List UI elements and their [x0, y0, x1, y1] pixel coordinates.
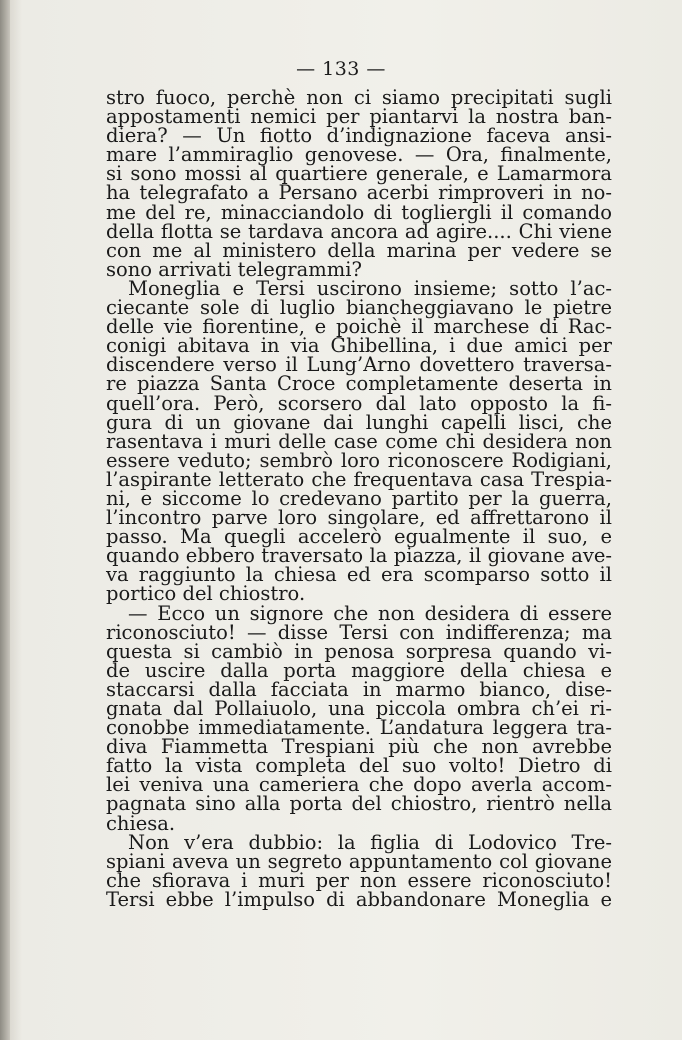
text-line: Non v’era dubbio: la figlia di Lodovico Tre- — [128, 830, 612, 854]
text-line: stro fuoco, perchè non ci siamo precipitati sugli — [106, 86, 612, 109]
text-line: mare l’ammiraglio genovese. — Ora, finalmente, — [106, 143, 612, 167]
text-line: re piazza Santa Croce completamente deserta in — [106, 372, 612, 396]
text-line: diera? — Un fiotto d’indignazione faceva ansi- — [106, 124, 612, 148]
text-line: gura di un giovane dai lunghi capelli lisci, che — [106, 410, 612, 434]
text-line: diva Fiammetta Trespiani più che non avrebbe — [106, 735, 612, 759]
text-line: passo. Ma quegli accelerò egualmente il suo, e — [106, 525, 612, 549]
text-line: si sono mossi al quartiere generale, e Lamarmora — [106, 162, 612, 186]
text-line: con me al ministero della marina per vedere se — [106, 238, 612, 262]
text-line: discendere verso il Lung’Arno dovettero traversa- — [106, 353, 612, 377]
text-line: — Ecco un signore che non desidera di essere — [128, 601, 612, 625]
text-line: conigi abitava in via Ghibellina, i due amici per — [106, 334, 612, 358]
text-line: delle vie fiorentine, e poichè il marchese di Rac- — [106, 315, 612, 339]
text-line: quando ebbero traversato la piazza, il giovane ave- — [106, 544, 612, 568]
text-line: portico del chiostro. — [106, 582, 306, 606]
text-line: chiesa. — [106, 811, 176, 835]
text-line: quell’ora. Però, scorsero dal lato opposto la fi- — [106, 391, 612, 415]
text-line: va raggiunto la chiesa ed era scomparso sotto il — [106, 563, 612, 587]
text-line: rasentava i muri delle case come chi desidera non — [106, 429, 612, 453]
text-line: l’aspirante letterato che frequentava casa Trespia- — [106, 467, 612, 491]
page-number: — 133 — — [296, 58, 386, 80]
text-line: ciecante sole di luglio biancheggiavano le pietre — [106, 296, 612, 320]
text-line: me del re, minacciandolo di togliergli il comando — [106, 200, 612, 224]
text-line: pagnata sino alla porta del chiostro, rientrò nella — [106, 792, 612, 816]
text-line: l’incontro parve loro singolare, ed affrettarono il — [106, 506, 612, 530]
text-line: appostamenti nemici per piantarvi la nostra ban- — [106, 105, 612, 129]
text-line: della flotta se tardava ancora ad agire.... Chi viene — [106, 219, 612, 243]
body-text — [106, 88, 612, 909]
text-line: che sfiorava i muri per non essere riconosciuto! — [106, 868, 612, 892]
page-gutter — [0, 0, 10, 1040]
text-line: Moneglia e Tersi uscirono insieme; sotto l’ac- — [128, 276, 612, 300]
text-line: ni, e siccome lo credevano partito per la guerra, — [106, 486, 612, 510]
text-line: sono arrivati telegrammi? — [106, 257, 362, 281]
text-line: lei veniva una cameriera che dopo averla accom- — [106, 773, 612, 797]
text-line: essere veduto; sembrò loro riconoscere Rodigiani, — [106, 448, 612, 472]
text-line: Tersi ebbe l’impulso di abbandonare Moneglia e — [106, 887, 612, 911]
text-line: fatto la vista completa del suo volto! Dietro di — [106, 754, 612, 778]
text-line: spiani aveva un segreto appuntamento col giovane — [106, 849, 612, 873]
text-line: ha telegrafato a Persano acerbi rimproveri in no- — [106, 181, 612, 205]
text-line: gnata dal Pollaiuolo, una piccola ombra ch’ei ri- — [106, 697, 612, 720]
text-line: riconosciuto! — disse Tersi con indifferenza; ma — [106, 620, 612, 644]
text-line: de uscire dalla porta maggiore della chiesa e — [106, 658, 612, 682]
text-line: questa si cambiò in penosa sorpresa quando vi- — [106, 639, 612, 663]
text-line: staccarsi dalla facciata in marmo bianco, dise- — [106, 677, 612, 701]
text-line: conobbe immediatamente. L’andatura leggera tra- — [106, 716, 612, 740]
